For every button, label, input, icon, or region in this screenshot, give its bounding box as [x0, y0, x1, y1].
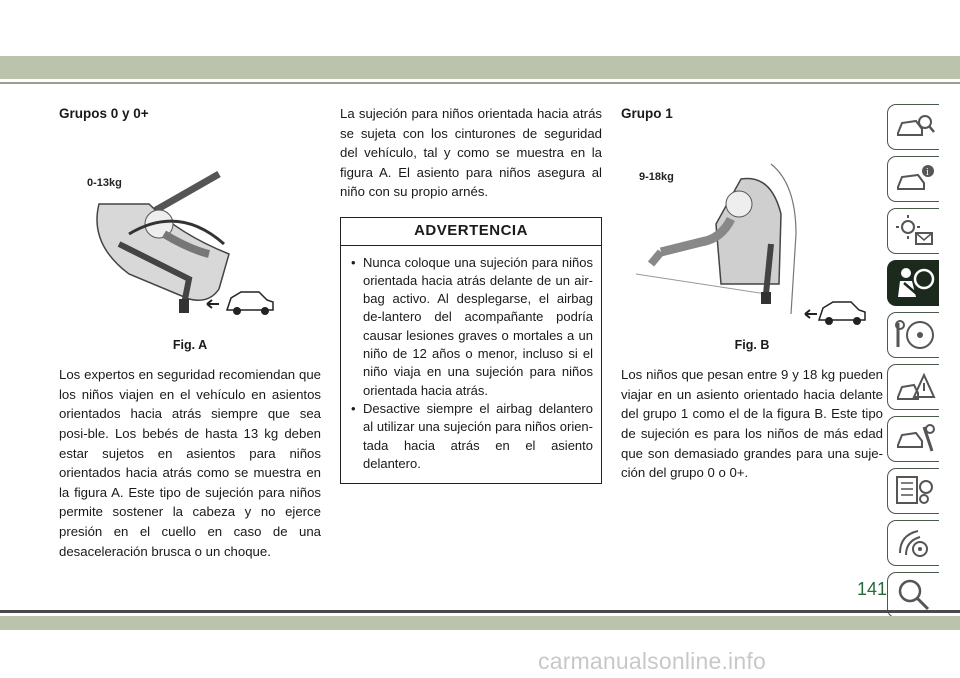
intro-paragraph: La sujeción para niños orientada hacia atrás se sujeta con los cinturones de seguridad del vehículo, tal y como se muestra en la figura A. El asiento para niños asegura al niño con su propio arnés. [340, 106, 602, 200]
svg-text:i: i [926, 167, 929, 178]
figure-b-weight-label: 9-18kg [639, 170, 674, 183]
tab-steering-wheel-key[interactable] [887, 312, 939, 358]
column-1 [59, 104, 321, 561]
header-rule [0, 82, 960, 84]
warning-lights-icon [894, 213, 936, 249]
page-number: 141 [857, 579, 888, 599]
section-heading-group-1: Grupo 1 [621, 106, 673, 121]
warning-box [340, 217, 602, 484]
footer-band [0, 616, 960, 630]
header-band [0, 56, 960, 79]
occupant-safety-icon [894, 265, 936, 301]
warning-list [349, 254, 593, 474]
tab-car-search[interactable] [887, 104, 939, 150]
figure-b [621, 124, 883, 336]
footer-rule [0, 610, 960, 613]
rear-facing-seat-illustration [59, 124, 321, 336]
body-paragraph: Los expertos en seguridad recomiendan que los niños viajen en el vehículo en asientos orientados hacia atrás siempre que sea posi-ble. Los bebés de hasta 13 kg deben estar sujetos en asientos para niños orientados hacia atrás como se muestra en la figura A. Este tipo de sujeción para niños permite sostener la cabeza y no ejerce presión en el cuello en caso de una desaceleración brusca o un choque. [59, 367, 321, 559]
tab-roadside-warning[interactable] [887, 364, 939, 410]
roadside-warning-icon [894, 369, 936, 405]
warning-item: • Desactive siempre el airbag delantero al utilizar una sujeción para niños orien-tada hacia atrás en el asiento delantero. [349, 400, 593, 473]
search-icon [894, 577, 936, 613]
column-2 [340, 104, 602, 484]
warning-item: • Nunca coloque una sujeción para niños orientada hacia atrás delante de un air-bag activo. Al desplegarse, el airbag de-lantero del acompañante podría causar lesiones graves o mortales a un niño de 12 años o menor, incluso si el niño viaja en una sujeción para niños orientada hacia atrás. [349, 254, 593, 400]
tab-warning-lights[interactable] [887, 208, 939, 254]
tab-specifications[interactable] [887, 468, 939, 514]
body-paragraph: Los niños que pesan entre 9 y 18 kg pueden viajar en un asiento orientado hacia delante del grupo 1 como el de la figura B. Este tipo de sujeción es para los niños de más edad que son demasiado grandes para una suje-ción del grupo 0 o 0+. [621, 367, 883, 481]
warning-title: ADVERTENCIA [341, 218, 601, 246]
forward-facing-seat-illustration [621, 124, 883, 336]
tab-multimedia[interactable] [887, 520, 939, 566]
car-service-icon [894, 421, 936, 457]
figure-a [59, 124, 321, 336]
section-heading-group-0: Grupos 0 y 0+ [59, 106, 149, 121]
car-search-icon [894, 109, 936, 145]
multimedia-icon [894, 525, 936, 561]
specifications-icon [894, 473, 936, 509]
tab-car-service[interactable] [887, 416, 939, 462]
column-3 [621, 104, 883, 483]
tab-occupant-safety[interactable] [887, 260, 939, 306]
watermark: carmanualsonline.info [538, 648, 766, 674]
steering-wheel-key-icon [894, 317, 936, 353]
figure-a-weight-label: 0-13kg [87, 176, 122, 189]
car-info-icon [894, 161, 936, 197]
figure-a-caption: Fig. A [172, 337, 208, 352]
tab-car-info[interactable] [887, 156, 939, 202]
figure-b-caption: Fig. B [734, 337, 770, 352]
